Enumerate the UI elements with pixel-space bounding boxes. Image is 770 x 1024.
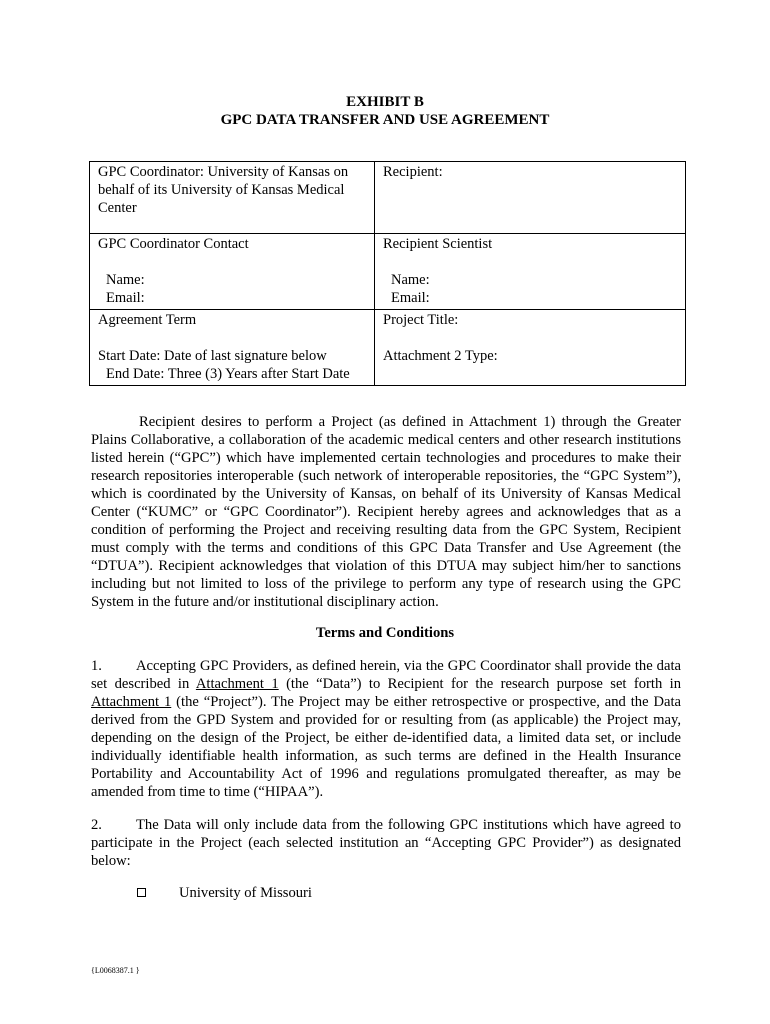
clause-2-number: 2. bbox=[91, 817, 102, 833]
coordinator-cell bbox=[90, 162, 375, 234]
recipient-cell bbox=[375, 162, 686, 234]
coordinator-contact-label: GPC Coordinator Contact bbox=[98, 236, 249, 252]
attachment-type-label: Attachment 2 Type: bbox=[383, 348, 498, 364]
end-date: End Date: Three (3) Years after Start Date bbox=[106, 366, 350, 382]
clause-2 bbox=[91, 816, 681, 870]
recipient-scientist-label: Recipient Scientist bbox=[383, 236, 493, 252]
agreement-info-table bbox=[89, 161, 686, 386]
project-title-label: Project Title: bbox=[383, 312, 459, 328]
coordinator-line-3: Center bbox=[98, 200, 137, 216]
coordinator-line-2: behalf of its University of Kansas Medical bbox=[98, 182, 345, 198]
recipient-scientist-cell bbox=[375, 234, 686, 310]
attachment-1-reference: Attachment 1 bbox=[195, 676, 279, 692]
agreement-term-cell bbox=[90, 310, 375, 386]
clause-1-text-a: Accepting GPC Providers, as defined herein, via the GPC Coordinator shall provide the data set described in bbox=[91, 658, 681, 692]
coordinator-email-label: Email: bbox=[106, 290, 145, 306]
clause-2-text: The Data will only include data from the following GPC institutions which have agreed to participate in the Project (each selected institution an “Accepting GPC Provider”) as designated below: bbox=[91, 817, 681, 869]
clause-1-text-c: (the “Project”). The Project may be either retrospective or prospective, and the Data derived from the GPD System and provided for or resulting from (as applicable) the Project may, depending on the design of the Project, be either de-identified data, a limited data set, or include individually identifiable health information, as such terms are defined in the Health Insurance Portability and Accountability Act of 1996 and regulations promulgated thereafter, as may be amended from time to time (“HIPAA”). bbox=[91, 694, 681, 800]
institution-checkbox[interactable] bbox=[137, 888, 146, 897]
clause-1 bbox=[91, 657, 681, 801]
attachment-1-reference-2: Attachment 1 bbox=[91, 694, 172, 710]
coordinator-name-label: Name: bbox=[106, 272, 145, 288]
institution-label: University of Missouri bbox=[179, 885, 312, 901]
scientist-name-label: Name: bbox=[391, 272, 430, 288]
document-id-footer: {L0068387.1 } bbox=[91, 966, 140, 975]
exhibit-label: EXHIBIT B bbox=[346, 94, 424, 110]
start-date: Start Date: Date of last signature below bbox=[98, 348, 327, 364]
recipient-label: Recipient: bbox=[383, 164, 443, 180]
coordinator-contact-cell bbox=[90, 234, 375, 310]
clause-1-text-b: (the “Data”) to Recipient for the research purpose set forth in bbox=[278, 676, 682, 692]
scientist-email-label: Email: bbox=[391, 290, 430, 306]
document-title: GPC DATA TRANSFER AND USE AGREEMENT bbox=[220, 112, 550, 128]
terms-heading: Terms and Conditions bbox=[315, 625, 455, 641]
coordinator-line-1: GPC Coordinator: University of Kansas on bbox=[98, 164, 349, 180]
project-title-cell bbox=[375, 310, 686, 386]
clause-1-number: 1. bbox=[91, 658, 102, 674]
intro-paragraph: Recipient desires to perform a Project (as defined in Attachment 1) through the Greater Plains Collaborative, a collaboration of the academic medical centers and other research institutions listed herein (“GPC”) which have implemented certain technologies and procedures to make their research repositories interoperable (such network of interoperable repositories, the “GPC System”), which is coordinated by the University of Kansas, on behalf of its University of Kansas Medical Center (“KUMC” or “GPC Coordinator”). Recipient hereby agrees and acknowledges that as a condition of performing the Project and receiving resulting data from the GPC System, Recipient must comply with the terms and conditions of this GPC Data Transfer and Use Agreement (the “DTUA”). Recipient acknowledges that violation of this DTUA may subject him/her to sanctions including but not limited to loss of the privilege to perform any type of research using the GPC System in the future and/or institutional disciplinary action. bbox=[91, 414, 681, 610]
agreement-term-label: Agreement Term bbox=[98, 312, 197, 328]
institution-option-missouri[interactable] bbox=[137, 885, 312, 902]
